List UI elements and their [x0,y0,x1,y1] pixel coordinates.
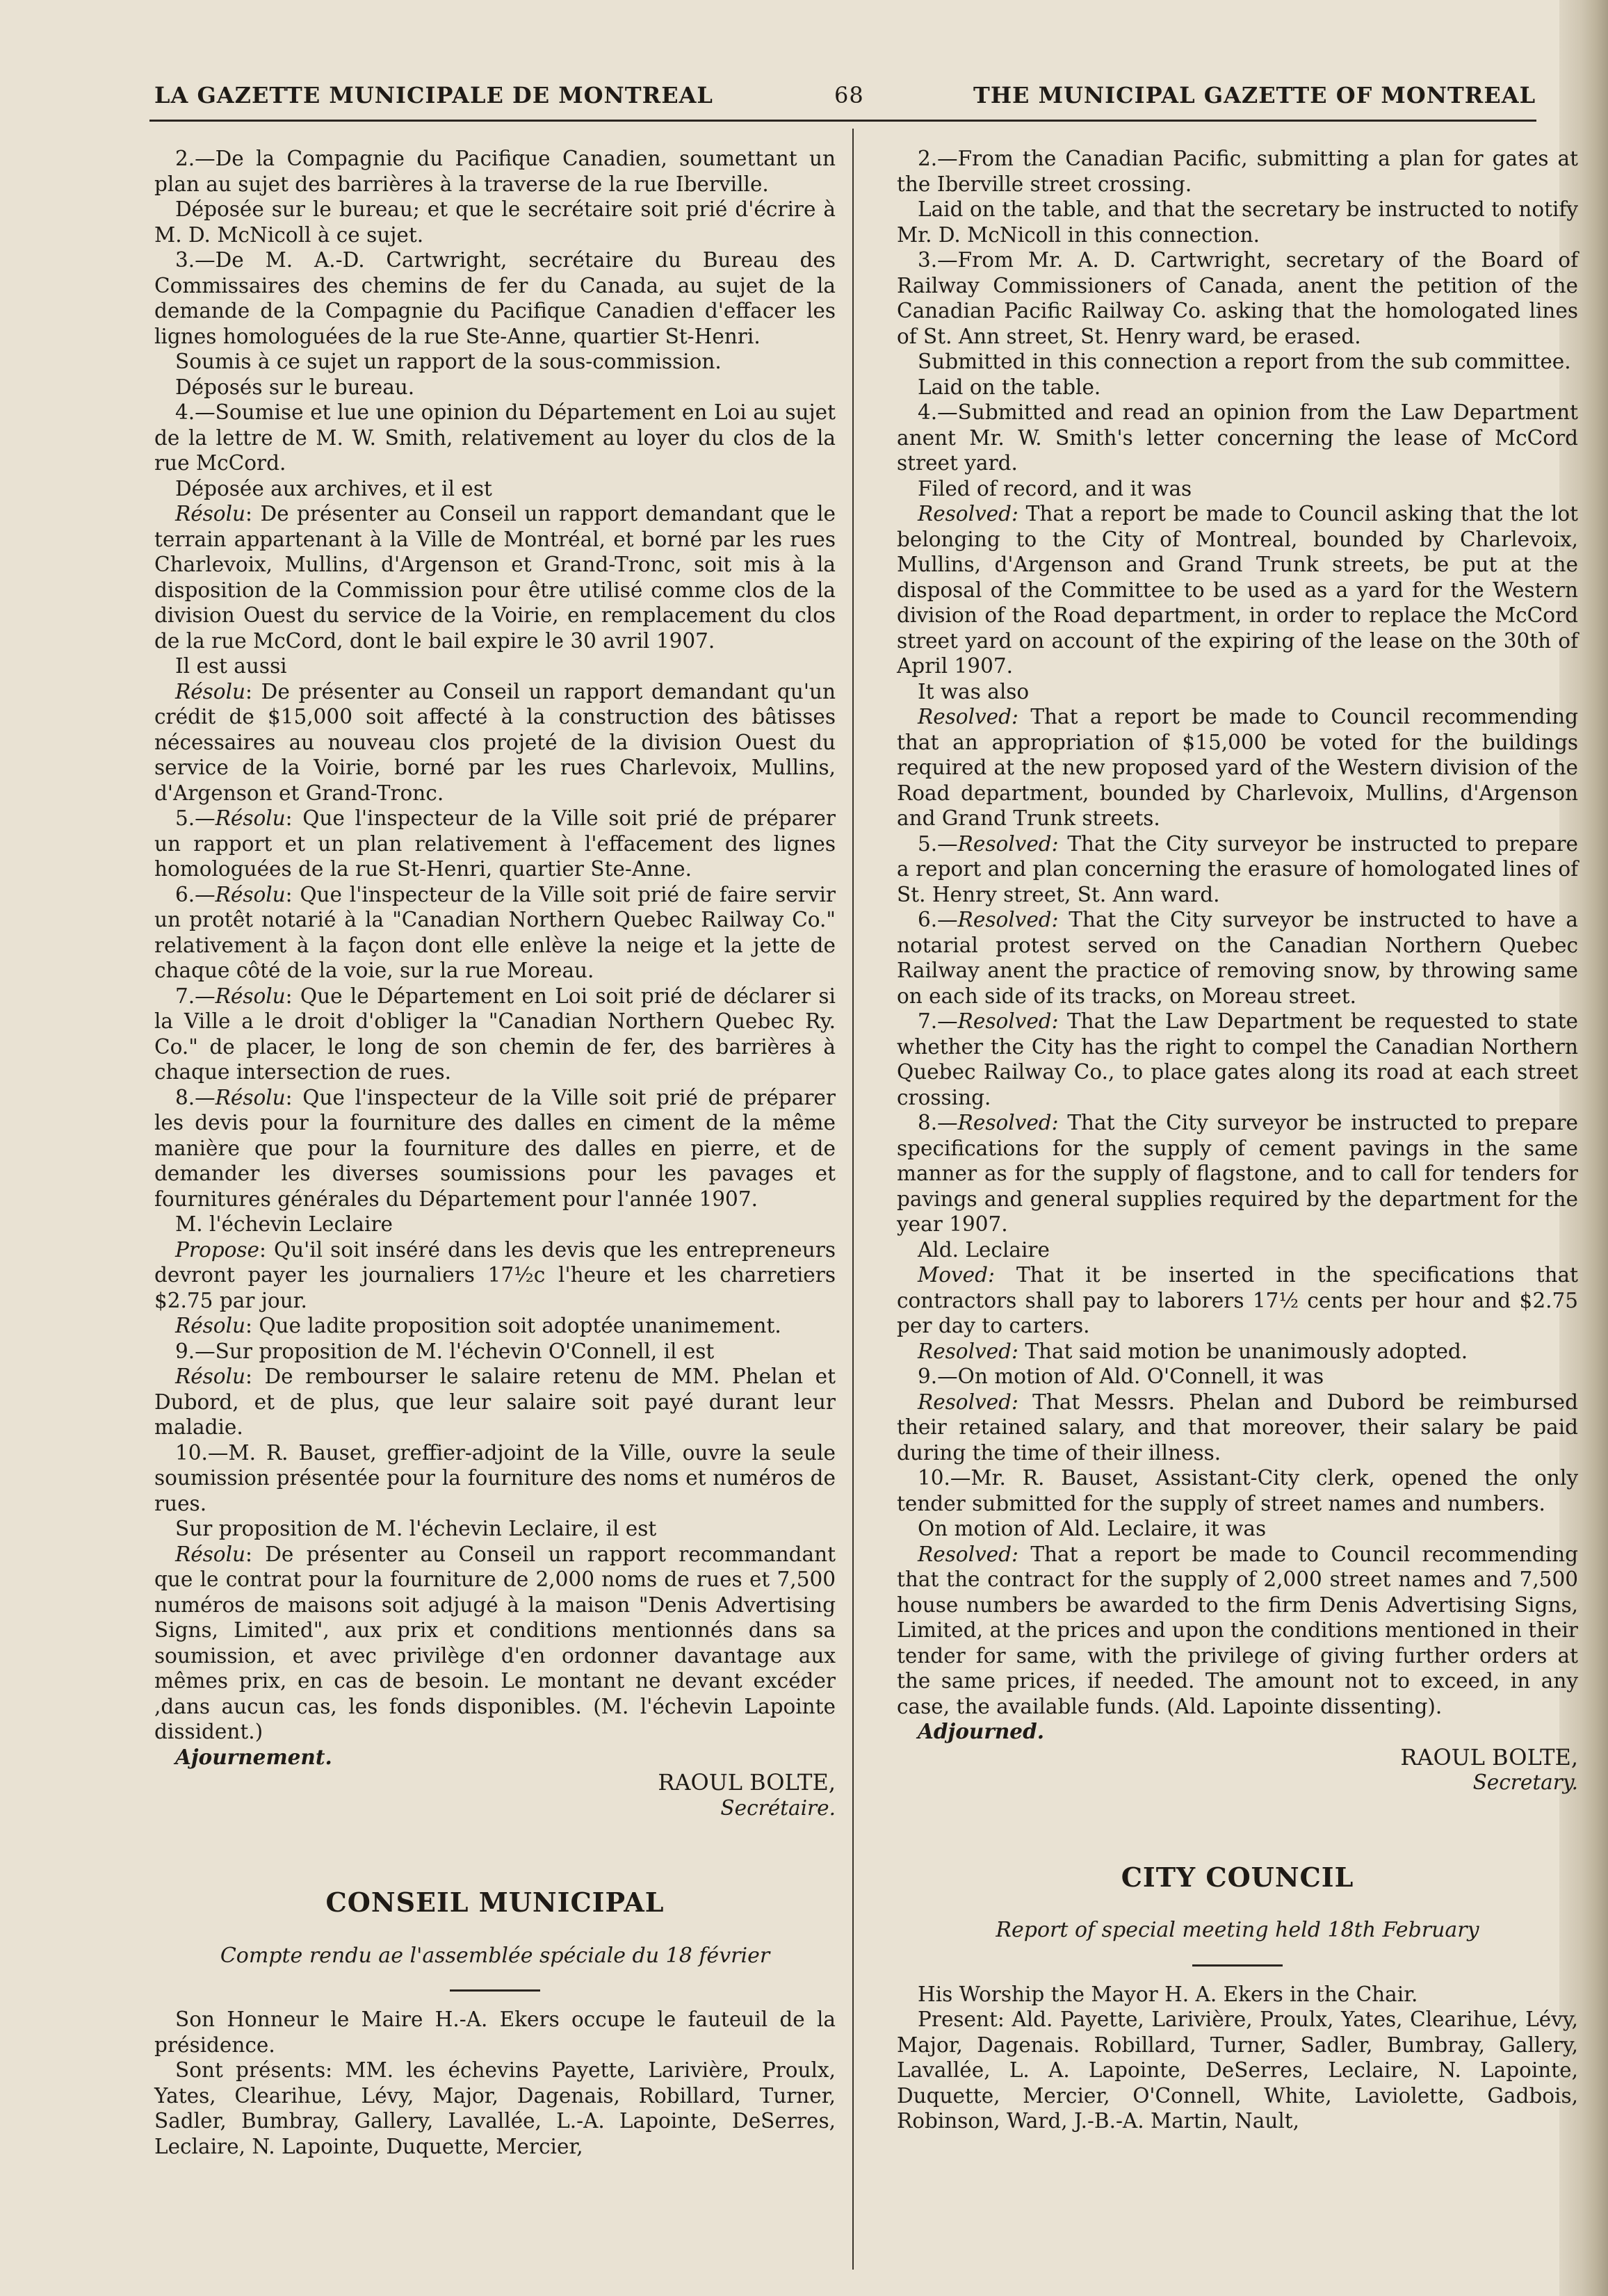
resolution-label: Resolved: [957,908,1059,931]
item-4-en-filed: Filed of record, and it was [918,476,1192,500]
signature-title-fr: Secrétaire. [720,1796,836,1820]
item-4-en-resolution-1: Resolved: That a report be made to Council asking that the lot belonging to the City of Montreal, bounded by Charlevoix, Mullins, d'Argenson and Grand Trunk streets, be put at the disposal of the Committee to be used as a yard for the Western division of the Road department, in order to replace the McCord street yard on account of the expiring of the lease on the 30th of April 1907. [897,502,1578,678]
resolution-label: Résolu [215,1085,286,1109]
attendance-fr: Sont présents: MM. les échevins Payette, Larivière, Proulx, Yates, Clearihue, Lévy, Major, Dagenais, Robillard, Turner, Sadler, Bumbray, Gallery, Lavallée, L.-A. Lapointe, DeSerres, Leclaire, N. Lapointe, Duquette, Mercier, [154,2058,836,2158]
item-4-fr-resolution-1: Résolu: De présenter au Conseil un rapport demandant que le terrain appartenant à la Ville de Montréal, et borné par les rues Charlevoix, Mullins, d'Argenson et Grand-Tronc, soit mis à la disposition de la Commission pour être utilisé comme clos de la division Ouest du service de la Voirie, en remplacement du clos de la rue McCord, dont le bail expire le 30 avril 1907. [154,502,836,653]
motion-en-resolution: Resolved: That said motion be unanimously adopted. [918,1339,1468,1363]
item-10-en-motion: On motion of Ald. Leclaire, it was [918,1517,1267,1540]
chair-fr: Son Honneur le Maire H.-A. Ekers occupe le fauteuil de la présidence. [154,2008,836,2057]
item-6-fr: 6.—Résolu: Que l'inspecteur de la Ville soit prié de faire servir un protêt notarié à la "Canadian Northern Quebec Railway Co." relativement à la façon dont elle enlève la neige et la jette de chaque côté de la voie, sur la rue Moreau. [154,882,836,982]
item-9-en: 9.—On motion of Ald. O'Connell, it was [918,1365,1324,1388]
resolution-label: Resolved: [918,502,1018,526]
item-10-fr-resolution: Résolu: De présenter au Conseil un rapport recommandant que le contrat pour la fourniture de 2,000 noms de rues et 7,500 numéros de maisons soit adjugé à la maison "Denis Advertising Signs, Limited", aux prix et conditions mentionnés dans sa soumission, et avec privilège d'en ordonner davantage aux mêmes prix, en cas de besoin. Le montant ne devant excéder ,dans aucun cas, les fonds disponibles. (M. l'échevin Lapointe dissident.) [154,1542,836,1743]
item-2-fr-decision: Déposée sur le bureau; et que le secrétaire soit prié d'écrire à M. D. McNicoll à ce sujet. [154,197,836,247]
resolution-label: Resolved: [957,1009,1059,1033]
item-5-fr: 5.—Résolu: Que l'inspecteur de la Ville soit prié de préparer un rapport et un plan relativement à l'effacement des lignes homologuées de la rue St-Henri, quartier Ste-Anne. [154,806,836,881]
signature-name-fr: RAOUL BOLTE, [658,1769,836,1796]
item-4-en: 4.—Submitted and read an opinion from the Law Department anent Mr. W. Smith's letter concerning the lease of McCord street yard. [897,400,1578,475]
section-rule-en [1192,1964,1283,1967]
item-10-en: 10.—Mr. R. Bauset, Assistant-City clerk, opened the only tender submitted for the supply of street names and numbers. [897,1466,1578,1515]
mover-fr: M. l'échevin Leclaire [175,1212,393,1236]
item-3-en-report: Submitted in this connection a report from the sub committee. [918,350,1571,373]
resolution-label: Résolu [175,1542,246,1566]
resolution-label: Resolved: [918,1390,1018,1414]
adjournment-fr: Ajournement. [175,1744,332,1769]
item-10-fr-motion: Sur proposition de M. l'échevin Leclaire, il est [175,1517,657,1540]
resolution-label: Resolved: [957,831,1059,856]
header-rule [149,120,1536,122]
section-subtitle-fr: Compte rendu ae l'assemblée spéciale du 18 février [220,1943,770,1968]
resolution-label: Résolu [175,502,246,526]
chair-en: His Worship the Mayor H. A. Ekers in the Chair. [918,1982,1418,2006]
item-10-fr: 10.—M. R. Bauset, greffier-adjoint de la Ville, ouvre la seule soumission présentée pour la fourniture des noms et numéros de rues. [154,1440,836,1515]
item-4-fr-resolution-2: Résolu: De présenter au Conseil un rapport demandant qu'un crédit de $15,000 soit affecté à la construction des bâtisses nécessaires au nouveau clos projeté de la division Ouest du service de la Voirie, borné par les rues Charlevoix, Mullins, d'Argenson et Grand-Tronc. [154,679,836,805]
signature-title-en: Secretary. [1472,1770,1578,1794]
resolution-label: Résolu [175,679,246,703]
section-subtitle-en: Report of special meeting held 18th February [996,1918,1479,1942]
item-9-en-resolution: Resolved: That Messrs. Phelan and Dubord be reimbursed their retained salary, and that moreover, their salary be paid during the time of their illness. [897,1390,1578,1465]
item-4-fr: 4.—Soumise et lue une opinion du Département en Loi au sujet de la lettre de M. W. Smith, relativement au loyer du clos de la rue McCord. [154,400,836,475]
item-2-fr: 2.—De la Compagnie du Pacifique Canadien, soumettant un plan au sujet des barrières à la traverse de la rue Iberville. [154,147,836,196]
mover-en: Ald. Leclaire [918,1237,1050,1262]
item-3-fr: 3.—De M. A.-D. Cartwright, secrétaire du Bureau des Commissaires des chemins de fer du Canada, au sujet de la demande de la Compagnie du Pacifique Canadien d'effacer les lignes homologuées de la rue Ste-Anne, quartier St-Henri. [154,248,836,348]
item-4-en-also: It was also [918,679,1030,703]
item-5-en: 5.—Resolved: That the City surveyor be instructed to prepare a report and plan concerning the erasure of homologated lines of St. Henry street, St. Ann ward. [897,831,1578,906]
running-header-english: THE MUNICIPAL GAZETTE OF MONTREAL [973,82,1536,108]
resolution-label: Résolu [175,1365,246,1388]
resolution-label: Resolved: [918,705,1018,728]
resolution-label: Resolved: [918,1542,1018,1566]
section-title-en: CITY COUNCIL [1121,1861,1354,1893]
item-7-en: 7.—Resolved: That the Law Department be requested to state whether the City has the right to compel the Canadian Northern Quebec Railway Co., to place gates along its road at each street crossing. [897,1009,1578,1109]
resolution-label: Résolu [175,1314,246,1337]
item-7-fr: 7.—Résolu: Que le Département en Loi soit prié de déclarer si la Ville a le droit d'obliger la "Canadian Northern Quebec Ry. Co." de placer, le long de son chemin de fer, des barrières à chaque intersection de rues. [154,984,836,1084]
item-3-en-decision: Laid on the table. [918,375,1101,399]
motion-fr: Propose: Qu'il soit inséré dans les devis que les entrepreneurs devront payer les journaliers 17½c l'heure et les charretiers $2.75 par jour. [154,1237,836,1312]
french-column [154,146,836,2159]
running-header-french: LA GAZETTE MUNICIPALE DE MONTREAL [154,82,713,108]
item-3-fr-decision: Déposés sur le bureau. [175,375,415,399]
page-number: 68 [834,82,864,108]
item-10-en-resolution: Resolved: That a report be made to Council recommending that the contract for the supply of 2,000 street names and 7,500 house numbers be awarded to the firm Denis Advertising Signs, Limited, at the prices and upon the conditions mentioned in their tender for same, with the privilege of giving further orders at the same prices, if needed. The amount not to exceed, in any case, the available funds. (Ald. Lapointe dissenting). [897,1542,1578,1718]
item-6-en: 6.—Resolved: That the City surveyor be instructed to have a notarial protest served on the Canadian Northern Quebec Railway anent the practice of removing snow, by throwing same on each side of its tracks, on Moreau street. [897,908,1578,1008]
item-2-en-decision: Laid on the table, and that the secretary be instructed to notify Mr. D. McNicoll in this connection. [897,197,1578,247]
item-4-fr-also: Il est aussi [175,654,287,678]
adjournment-en: Adjourned. [918,1719,1044,1743]
resolution-label: Resolved: [957,1111,1059,1134]
resolution-label: Résolu [215,882,286,906]
item-4-fr-filed: Déposée aux archives, et il est [175,476,492,500]
item-4-en-resolution-2: Resolved: That a report be made to Council recommending that an appropriation of $15,000 be voted for the buildings required at the new proposed yard of the Western division of the Road department, bounded by Charlevoix, Mullins, d'Argenson and Grand Trunk streets. [897,705,1578,830]
attendance-en: Present: Ald. Payette, Larivière, Proulx, Yates, Clearihue, Lévy, Major, Dagenais. Robillard, Turner, Sadler, Bumbray, Gallery, Lavallée, L. A. Lapointe, DeSerres, Leclaire, N. Lapointe, Duquette, Mercier, O'Connell, White, Laviolette, Gadbois, Robinson, Ward, J.-B.-A. Martin, Nault, [897,2008,1578,2133]
signature-name-en: RAOUL BOLTE, [1400,1743,1578,1770]
english-column [897,146,1578,2134]
item-9-fr-resolution: Résolu: De rembourser le salaire retenu de MM. Phelan et Dubord, et de plus, que leur salaire soit payé durant leur maladie. [154,1365,836,1439]
motion-label: Propose [175,1237,259,1262]
section-rule-fr [450,1989,540,1992]
item-2-en: 2.—From the Canadian Pacific, submitting a plan for gates at the Iberville street crossing. [897,147,1578,196]
resolution-label: Résolu [215,806,286,830]
item-3-en: 3.—From Mr. A. D. Cartwright, secretary of the Board of Railway Commissioners of Canada, anent the petition of the Canadian Pacific Railway Co. asking that the homologated lines of St. Ann street, St. Henry ward, be erased. [897,248,1578,348]
motion-fr-resolution: Résolu: Que ladite proposition soit adoptée unanimement. [175,1314,781,1337]
section-title-fr: CONSEIL MUNICIPAL [325,1887,665,1918]
item-8-fr: 8.—Résolu: Que l'inspecteur de la Ville soit prié de préparer les devis pour la fourniture des dalles en ciment de la même manière que pour la fourniture des dalles en pierre, et de demander les diverses soumissions pour les pavages et fournitures générales du Département pour l'année 1907. [154,1085,836,1211]
motion-en: Moved: That it be inserted in the specifications that contractors shall pay to laborers 17½ cents per hour and $2.75 per day to carters. [897,1263,1578,1337]
column-divider [852,129,854,2270]
resolution-label: Résolu [215,984,286,1008]
motion-label: Moved: [918,1263,995,1287]
resolution-label: Resolved: [918,1339,1018,1363]
item-8-en: 8.—Resolved: That the City surveyor be instructed to prepare specifications for the supply of cement pavings in the same manner as for the supply of flagstone, and to call for tenders for pavings and general supplies required by the department for the year 1907. [897,1111,1578,1236]
item-3-fr-report: Soumis à ce sujet un rapport de la sous-commission. [175,350,722,373]
item-9-fr: 9.—Sur proposition de M. l'échevin O'Connell, il est [175,1339,715,1363]
